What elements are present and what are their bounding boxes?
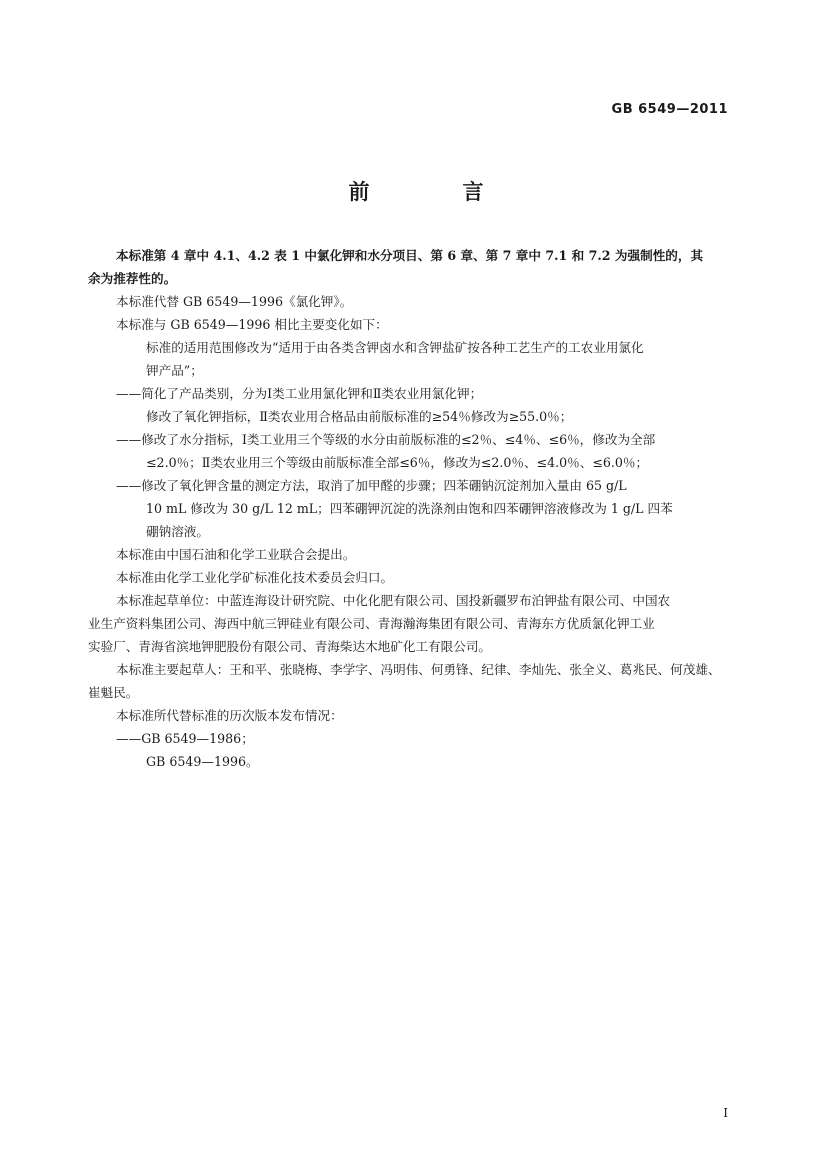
foreword-line: 钾产品”； <box>146 363 203 378</box>
foreword-line: 本标准第 4 章中 4.1、4.2 表 1 中氯化钾和水分项目、第 6 章、第 7 章中 7.1 和 7.2 为强制性的，其 <box>116 248 704 263</box>
foreword-line: ≤2.0％；Ⅱ类农业用三个等级由前版标准全部≤6％，修改为≤2.0％、≤4.0％、≤6.0％； <box>146 455 649 470</box>
foreword-line: 标准的适用范围修改为“适用于由各类含钾卤水和含钾盐矿按各种工艺生产的工农业用氯化 <box>146 340 644 355</box>
standard-number: GB 6549—2011 <box>611 102 728 117</box>
foreword-line: 本标准由化学工业化学矿标准化技术委员会归口。 <box>116 570 394 585</box>
foreword-line: 崔魁民。 <box>88 685 139 700</box>
foreword-line: 本标准代替 GB 6549—1996《氯化钾》。 <box>116 294 353 309</box>
foreword-line: 本标准起草单位：中蓝连海设计研究院、中化化肥有限公司、国投新疆罗布泊钾盐有限公司、中国农 <box>116 593 671 608</box>
foreword-line: ——简化了产品类别，分为Ⅰ类工业用氯化钾和Ⅱ类农业用氯化钾； <box>116 386 483 401</box>
page-title: 前 言 <box>348 180 520 204</box>
foreword-line: ——GB 6549—1986； <box>116 731 254 746</box>
foreword-line: GB 6549—1996。 <box>146 754 259 769</box>
foreword-line: 实验厂、青海省滨地钾肥股份有限公司、青海柴达木地矿化工有限公司。 <box>88 639 491 654</box>
foreword-line: 本标准由中国石油和化学工业联合会提出。 <box>116 547 356 562</box>
foreword-body <box>88 244 732 773</box>
foreword-line: ——修改了氧化钾含量的测定方法，取消了加甲醛的步骤；四苯硼钠沉淀剂加入量由 65 g/L <box>116 478 627 493</box>
foreword-line: 本标准与 GB 6549—1996 相比主要变化如下： <box>116 317 388 332</box>
foreword-line: 余为推荐性的。 <box>88 271 177 286</box>
foreword-line: 10 mL 修改为 30 g/L 12 mL；四苯硼钾沉淀的洗涤剂由饱和四苯硼钾溶液修改为 1 g/L 四苯 <box>146 501 673 516</box>
foreword-line: ——修改了水分指标，Ⅰ类工业用三个等级的水分由前版标准的≤2％、≤4％、≤6％，修改为全部 <box>116 432 656 447</box>
foreword-line: 本标准主要起草人：王和平、张晓梅、李学字、冯明伟、何勇锋、纪律、李灿先、张全义、葛兆民、何茂雄、 <box>116 662 721 677</box>
foreword-line: 本标准所代替标准的历次版本发布情况： <box>116 708 343 723</box>
foreword-line: 修改了氧化钾指标，Ⅱ类农业用合格品由前版标准的≥54％修改为≥55.0％； <box>146 409 573 424</box>
page-number: I <box>723 1106 728 1120</box>
foreword-line: 硼钠溶液。 <box>146 524 209 539</box>
foreword-line: 业生产资料集团公司、海西中航三钾硅业有限公司、青海瀚海集团有限公司、青海东方优质氯化钾工业 <box>88 616 655 631</box>
